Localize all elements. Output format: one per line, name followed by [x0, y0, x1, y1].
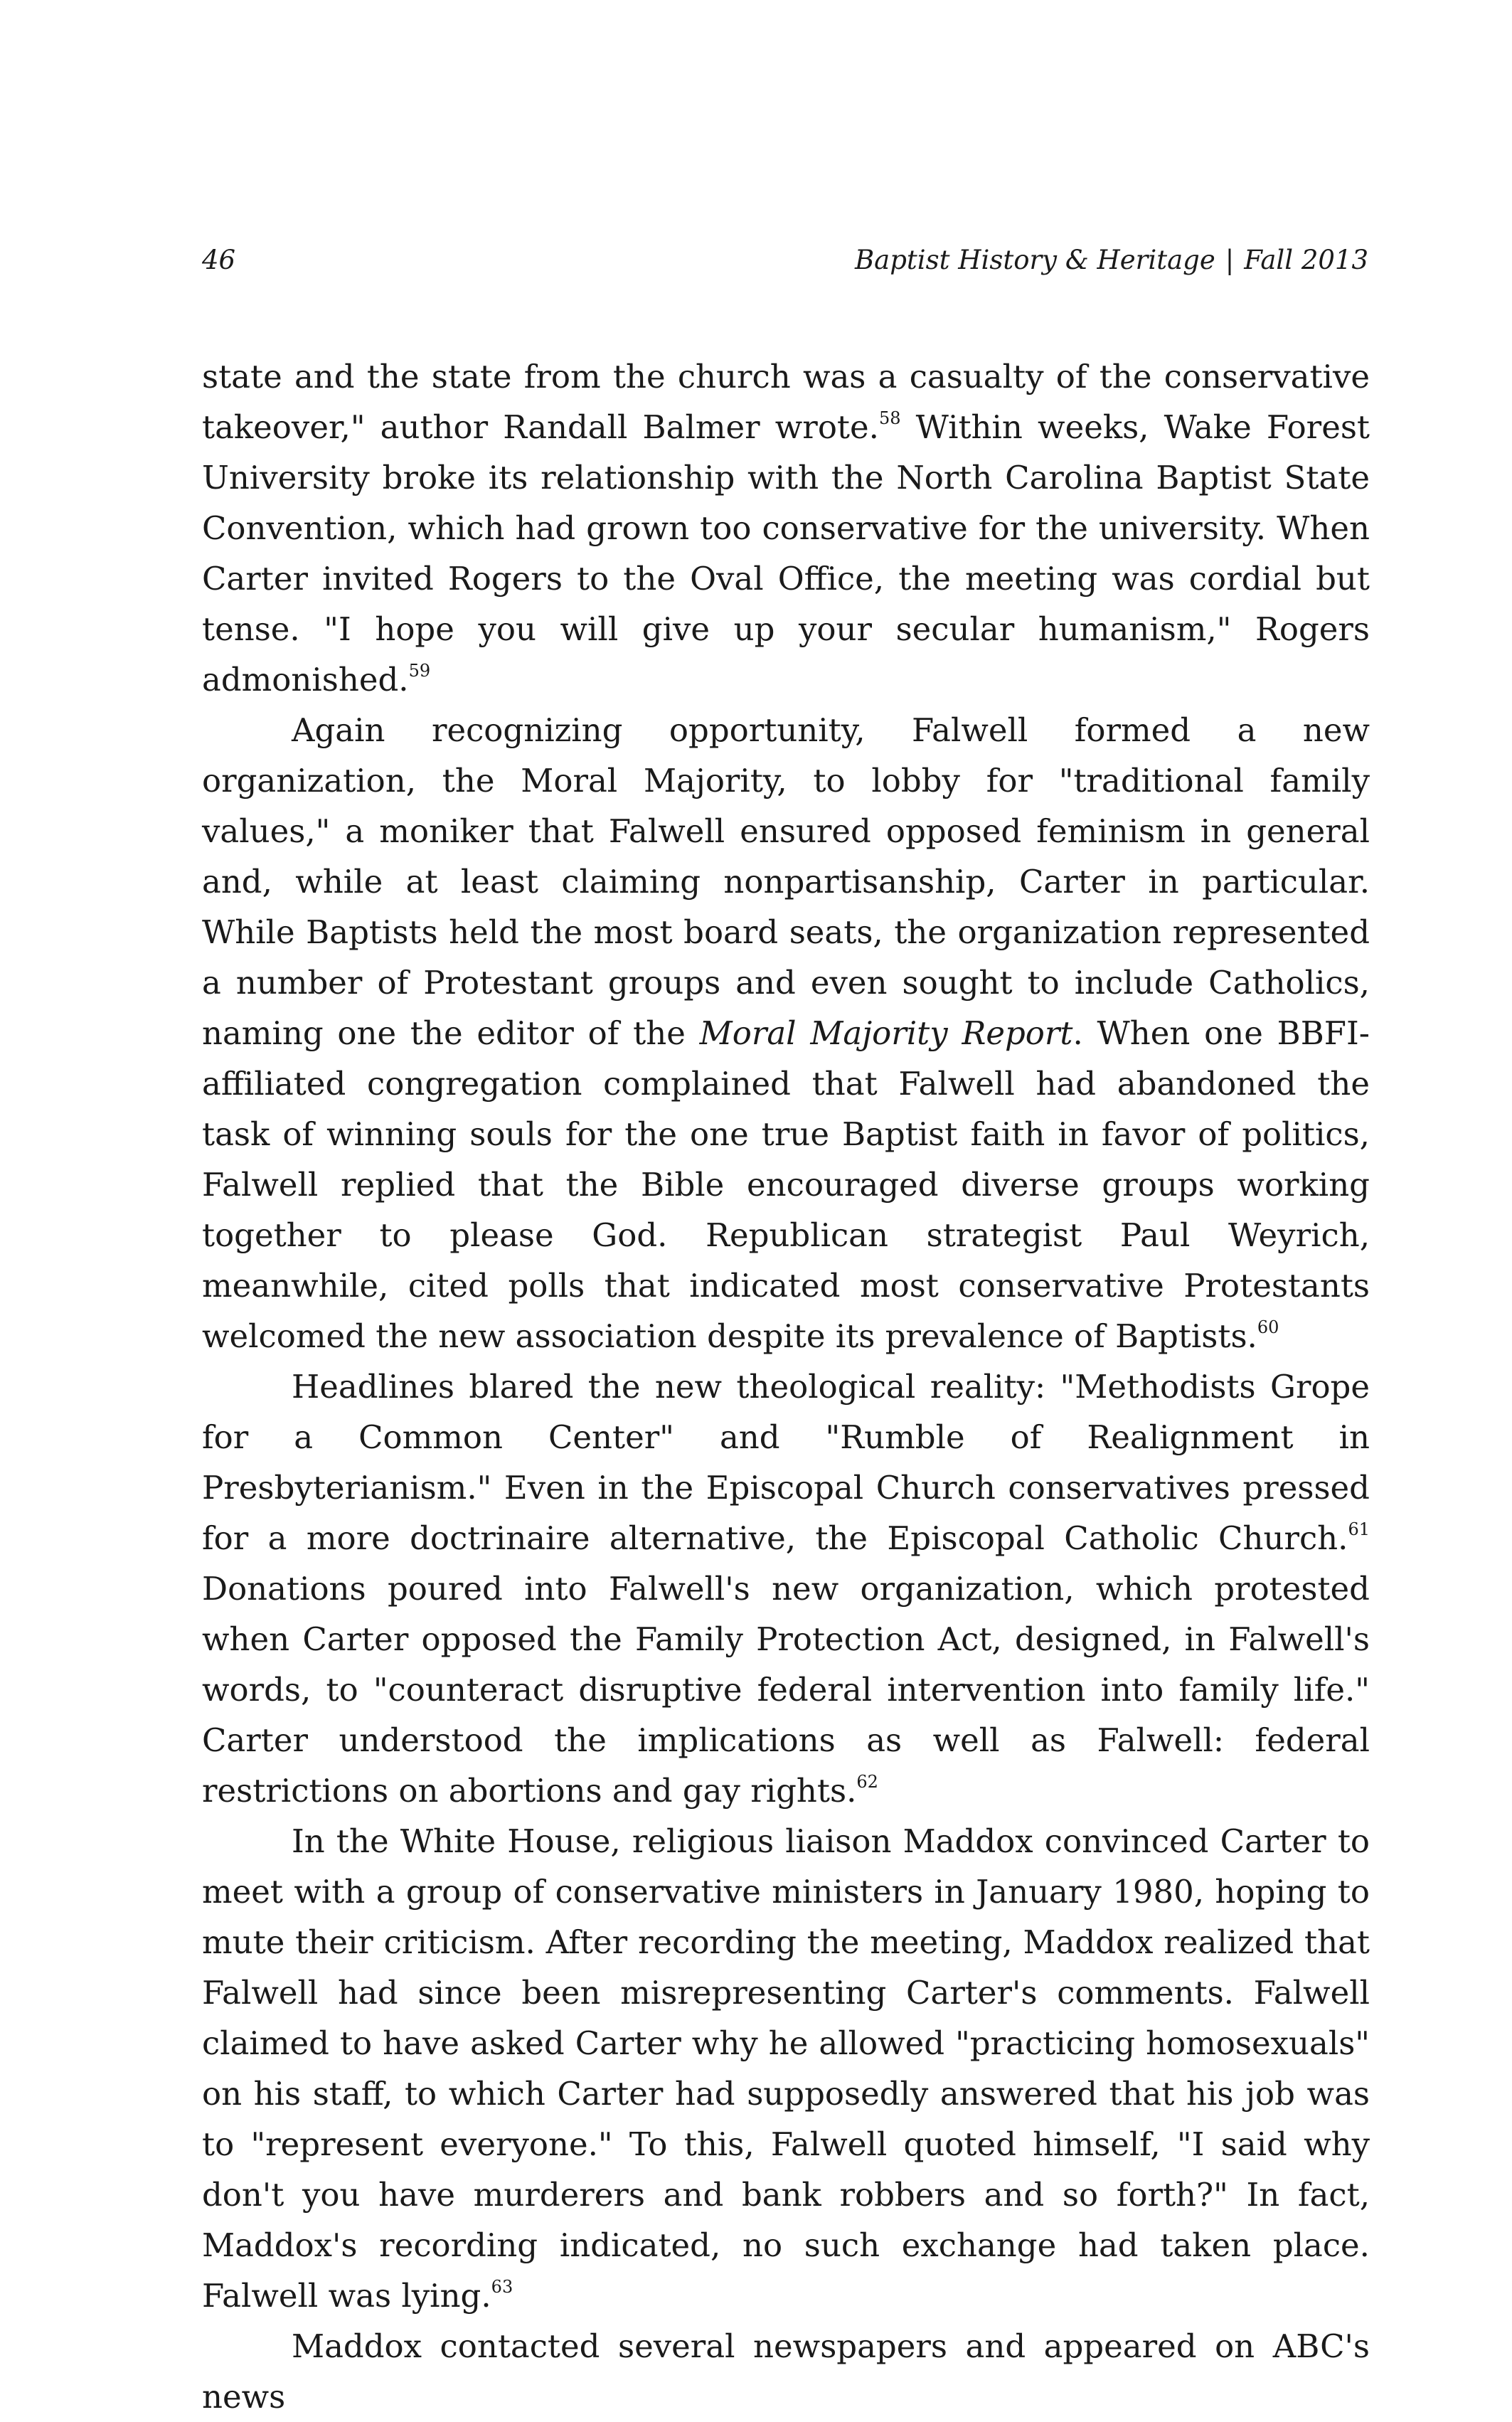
- running-header: [202, 239, 1368, 282]
- publication-title: Moral Majority Report: [699, 1014, 1073, 1052]
- paragraph-text: Again recognizing opportunity, Falwell formed a new organization, the Moral Majority, to lobby for "traditional family values," a moniker that Falwell ensured opposed feminism in general and, while at least claiming nonpartisanship, Carter in particular. While Baptists held the most board seats, the organization represented a number of Protestant groups and even sought to include Catholics, naming one the editor of the: [202, 711, 1370, 1052]
- paragraph-white-house: [202, 1816, 1370, 2321]
- paragraph-continued: [202, 351, 1370, 705]
- paragraph-text: . When one BBFI-affiliated congregation complained that Falwell had abandoned the task of winning souls for the one true Baptist faith in favor of politics, Falwell replied that the Bible encouraged diverse groups working together to please God. Republican strategist Paul Weyrich, meanwhile, cited polls that indicated most conservative Protestants welcomed the new association despite its prevalence of Baptists.: [202, 1014, 1370, 1355]
- issue-label: Fall 2013: [1244, 245, 1368, 275]
- paragraph-moral-majority: [202, 705, 1370, 1361]
- paragraph-text: Donations poured into Falwell's new organization, which protested when Carter opposed the Family Protection Act, designed, in Falwell's words, to "counteract disruptive federal intervention into family life." Carter understood the implications as well as Falwell: federal restrictions on abortions and gay rights.: [202, 1570, 1370, 1810]
- header-separator: |: [1225, 245, 1235, 275]
- footnote-ref-61: 61: [1348, 1519, 1370, 1539]
- page-number: 46: [202, 245, 236, 275]
- journal-title: Baptist History & Heritage: [854, 245, 1215, 275]
- paragraph-text: Within weeks, Wake Forest University broke its relationship with the North Carolina Baptist State Convention, which had grown too conservative for the university. When Carter invited Rogers to the Oval Office, the meeting was cordial but tense. "I hope you will give up your secular humanism," Rogers admonished.: [202, 408, 1370, 699]
- footnote-ref-59: 59: [408, 661, 431, 681]
- paragraph-text: In the White House, religious liaison Maddox convinced Carter to meet with a group of conservative ministers in January 1980, hoping to mute their criticism. After recording the meeting, Maddox realized that Falwell had since been misrepresenting Carter's comments. Falwell claimed to have asked Carter why he allowed "practicing homosexuals" on his staff, to which Carter had supposedly answered that his job was to "represent everyone." To this, Falwell quoted himself, "I said why don't you have murderers and bank robbers and so forth?" In fact, Maddox's recording indicated, no such exchange had taken place. Falwell was lying.: [202, 1822, 1370, 2315]
- running-head: [855, 239, 1368, 282]
- paragraph-maddox: [202, 2321, 1370, 2422]
- paragraph-text: Maddox contacted several newspapers and appeared on ABC's news: [202, 2327, 1370, 2416]
- footnote-ref-63: 63: [491, 2277, 513, 2297]
- article-body: [202, 351, 1370, 2422]
- paragraph-text: state and the state from the church was a casualty of the conservative takeover," author Randall Balmer wrote.: [202, 358, 1370, 446]
- footnote-ref-58: 58: [878, 408, 901, 428]
- paragraph-text: Headlines blared the new theological reality: "Methodists Grope for a Common Center" and "Rumble of Realignment in Presbyterianism." Even in the Episcopal Church conservatives pressed for a more doctrinaire alternative, the Episcopal Catholic Church.: [202, 1368, 1370, 1557]
- footnote-ref-60: 60: [1257, 1317, 1279, 1337]
- footnote-ref-62: 62: [856, 1772, 878, 1792]
- paragraph-headlines: [202, 1361, 1370, 1816]
